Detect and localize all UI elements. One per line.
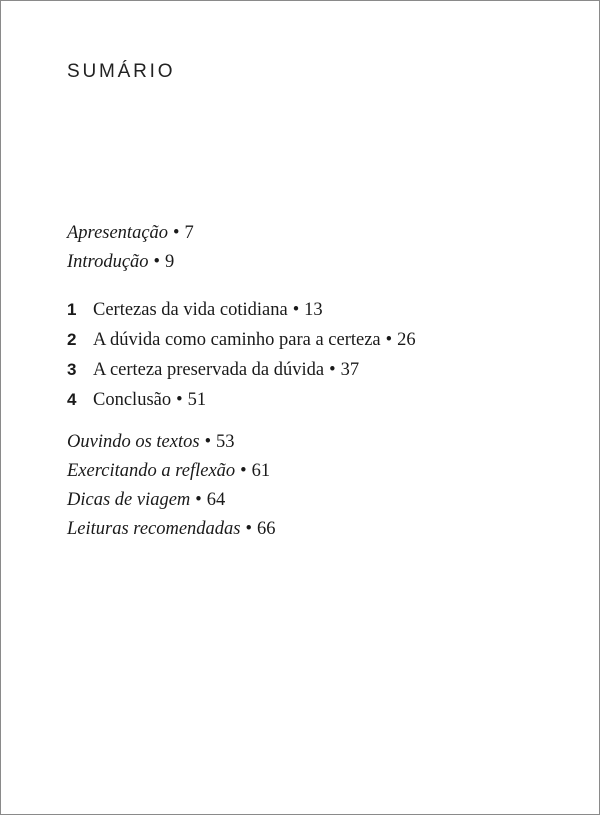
toc-entry-introducao	[67, 248, 194, 277]
bullet-separator: •	[292, 300, 300, 320]
toc-entry-label: Dicas de viagem	[67, 490, 191, 510]
toc-entry-page: 9	[165, 252, 175, 272]
bullet-separator: •	[153, 252, 161, 272]
toc-entry-page: 51	[187, 390, 207, 410]
toc-entry-page: 26	[397, 330, 416, 350]
toc-entry-label: Apresentação	[67, 223, 169, 243]
toc-entry-label: Conclusão	[93, 390, 172, 410]
toc-chapter-2	[67, 325, 416, 355]
toc-entry-page: 66	[257, 519, 276, 539]
toc-entry-page: 64	[206, 490, 226, 510]
bullet-separator: •	[329, 360, 336, 380]
toc-entry-page: 53	[216, 432, 235, 452]
chapter-number: 3	[67, 360, 77, 379]
chapter-number: 2	[67, 330, 77, 349]
bullet-separator: •	[173, 223, 180, 243]
toc-entry-page: 7	[184, 223, 194, 243]
chapter-number: 4	[67, 390, 77, 409]
toc-entry-exercitando-a-reflexao	[67, 457, 276, 486]
bullet-separator: •	[245, 519, 252, 539]
toc-entry-leituras-recomendadas	[67, 515, 276, 544]
toc-chapter-4	[67, 385, 416, 415]
toc-entry-ouvindo-os-textos	[67, 428, 276, 457]
toc-entry-label: Introdução	[67, 252, 149, 272]
bullet-separator: •	[385, 330, 393, 350]
bullet-separator: •	[195, 490, 202, 510]
toc-chapter-1	[67, 295, 416, 325]
toc-entry-label: Ouvindo os textos	[67, 432, 200, 452]
toc-entry-label: Leituras recomendadas	[67, 519, 241, 539]
toc-chapters	[67, 295, 416, 415]
toc-back-matter	[67, 428, 276, 544]
toc-chapter-3	[67, 355, 416, 385]
bullet-separator: •	[204, 432, 212, 452]
toc-entry-page: 61	[251, 461, 271, 481]
toc-entry-label: A certeza preservada da dúvida	[93, 360, 325, 380]
bullet-separator: •	[240, 461, 247, 481]
toc-entry-label: Certezas da vida cotidiana	[93, 300, 288, 320]
toc-entry-label: A dúvida como caminho para a certeza	[93, 330, 381, 350]
toc-entry-page: 37	[340, 360, 360, 380]
toc-front-matter	[67, 219, 194, 277]
chapter-number: 1	[67, 300, 77, 319]
bullet-separator: •	[176, 390, 183, 410]
toc-entry-apresentacao	[67, 219, 194, 248]
page-title: SUMÁRIO	[67, 61, 176, 82]
toc-entry-dicas-de-viagem	[67, 486, 276, 515]
toc-entry-page: 13	[304, 300, 323, 320]
toc-entry-label: Exercitando a reflexão	[67, 461, 236, 481]
